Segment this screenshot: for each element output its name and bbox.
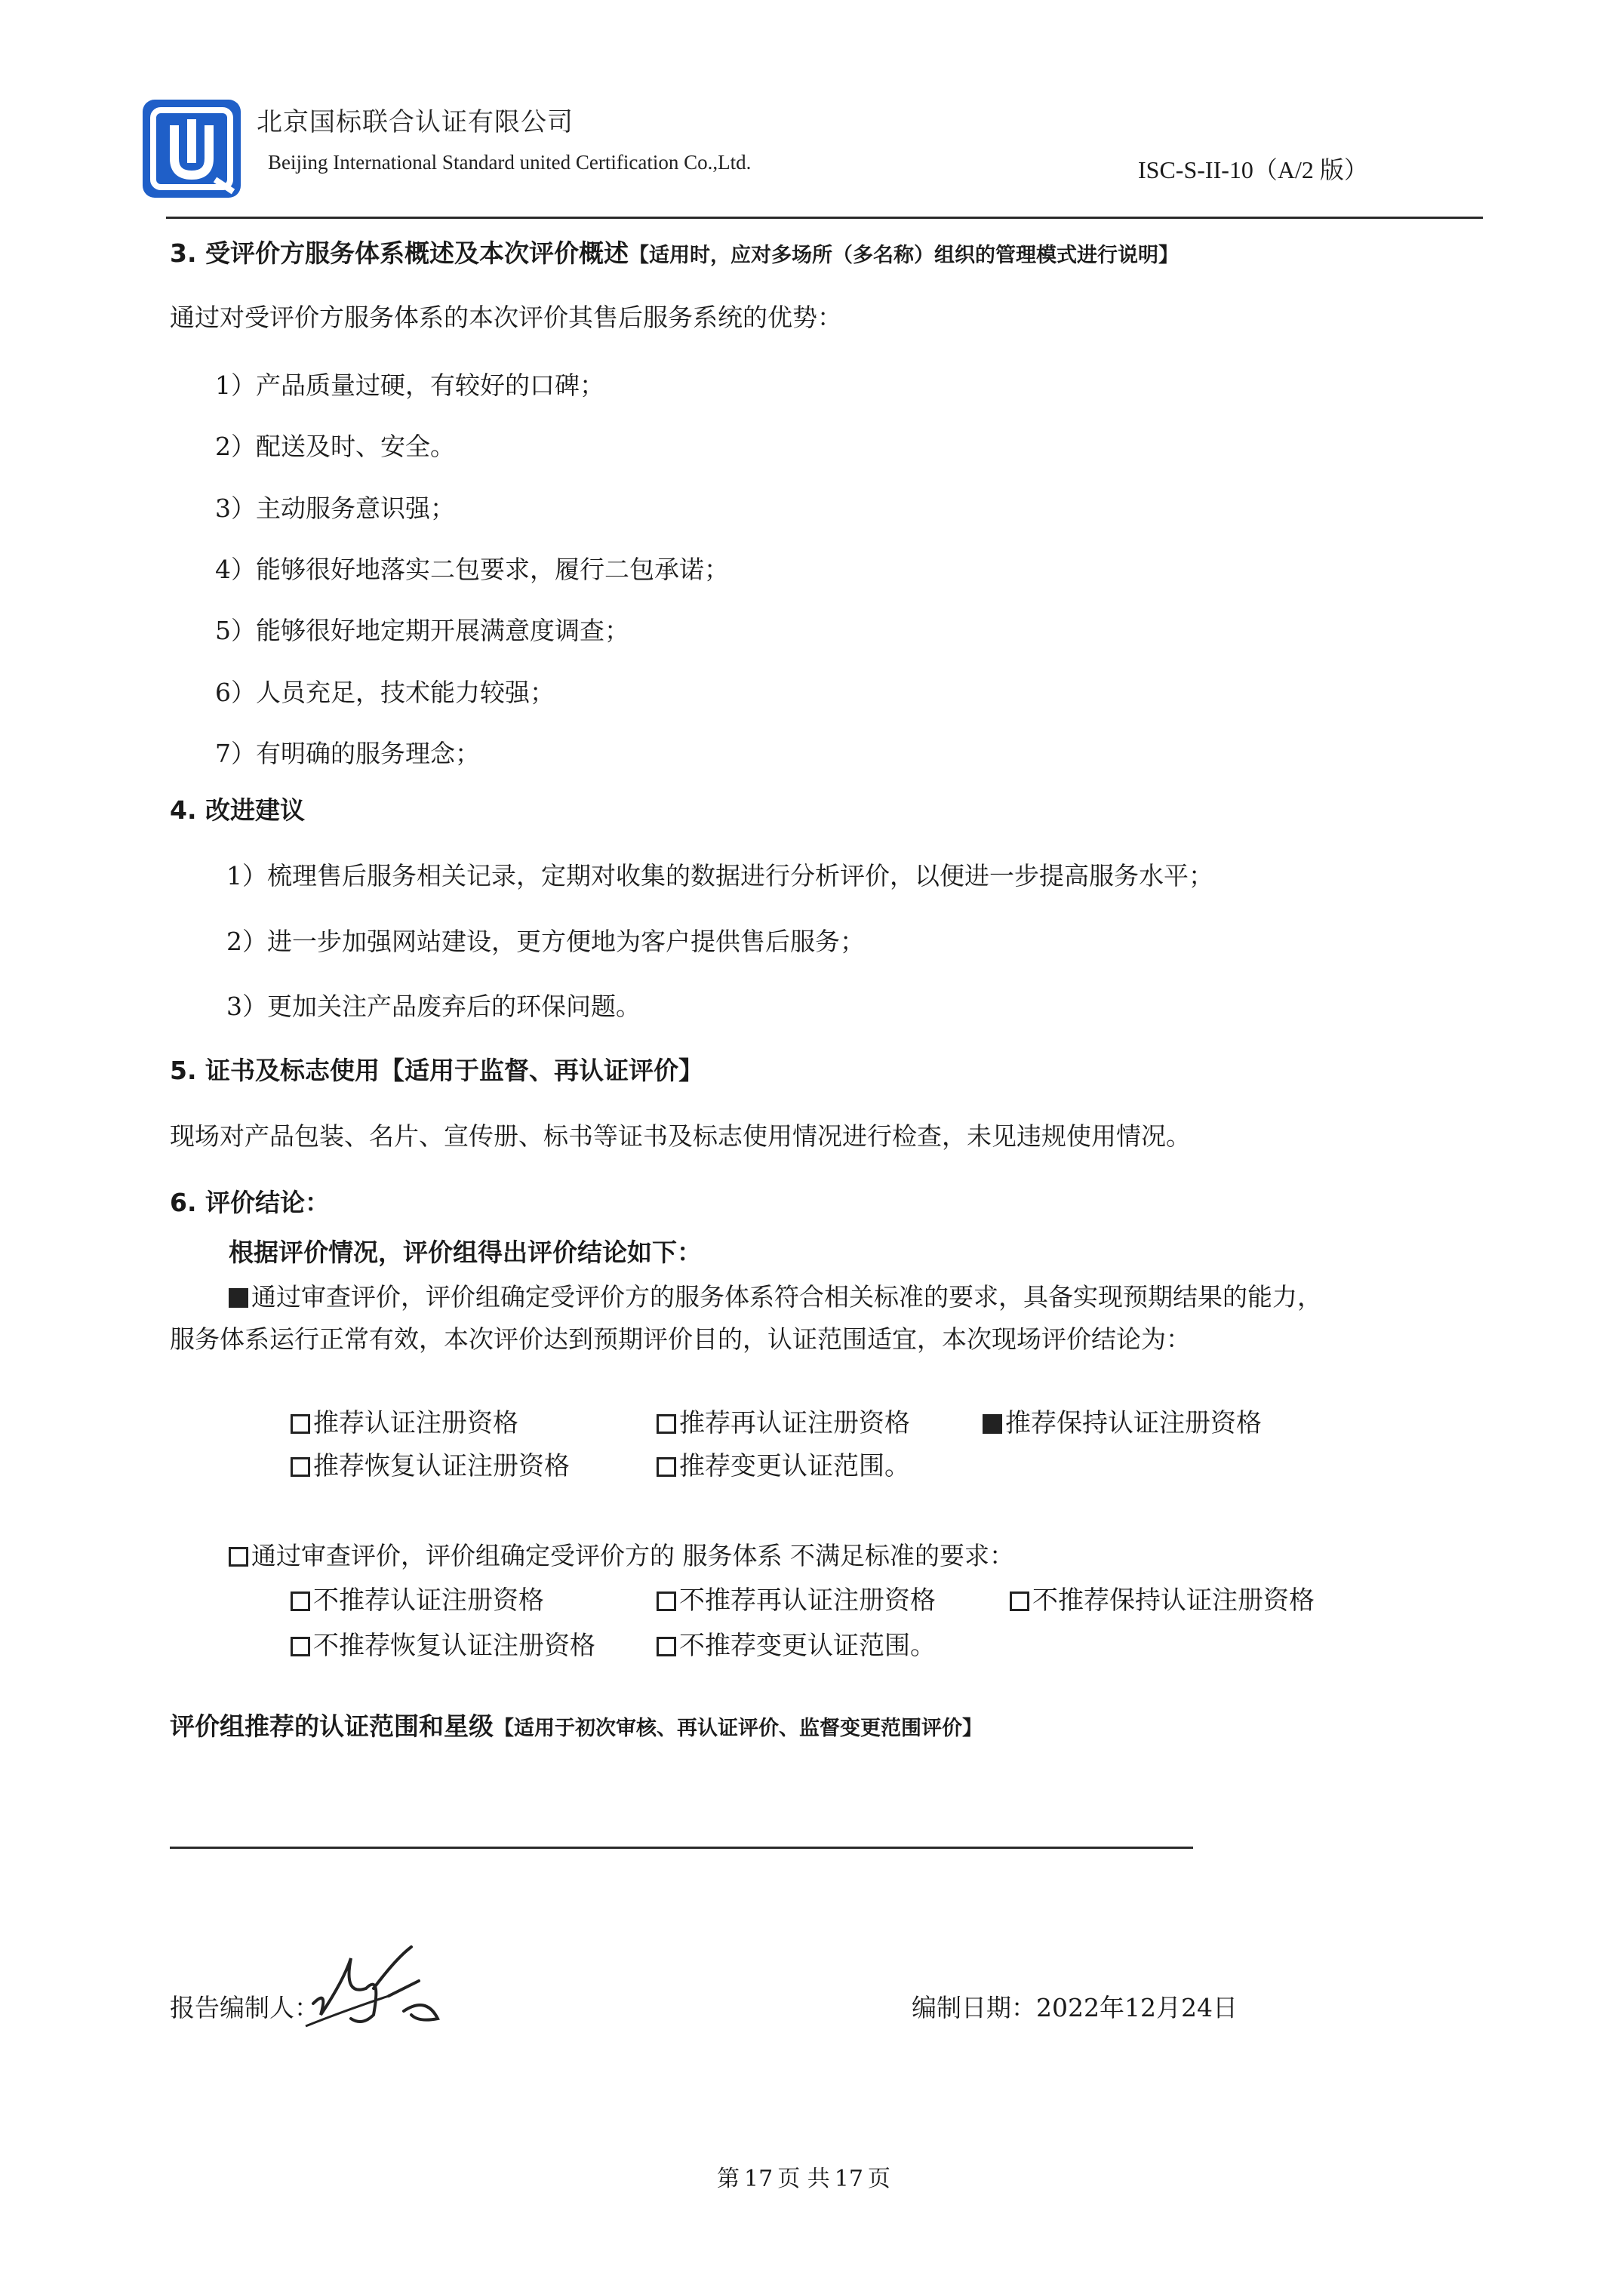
improvement-item-2: 2）进一步加强网站建设，更方便地为客户提供售后服务； — [226, 927, 865, 956]
option-not-recommend-restore[interactable] — [291, 1625, 595, 1662]
section-5-heading — [170, 1051, 703, 1087]
scope-heading — [170, 1707, 983, 1742]
page-number — [717, 2160, 895, 2193]
option-checkbox[interactable] — [291, 1592, 310, 1611]
page-total: 17 — [834, 2166, 863, 2192]
compile-date-value: 2022年12月24日 — [1036, 1993, 1238, 2022]
section-5-note: 【适用于监督、再认证评价】 — [380, 1056, 703, 1085]
section-3-heading — [170, 234, 1179, 269]
option-recommend-recertification[interactable] — [657, 1402, 910, 1439]
option-checkbox[interactable] — [657, 1592, 676, 1611]
compile-date-label: 编制日期： — [912, 1993, 1036, 2022]
section-5-body: 现场对产品包装、名片、宣传册、标书等证书及标志使用情况进行检查，未见违规使用情况。 — [170, 1121, 1191, 1151]
page-suffix: 页 — [867, 2166, 890, 2192]
option-label: 不推荐保持认证注册资格 — [1032, 1585, 1315, 1616]
option-checkbox[interactable] — [657, 1637, 676, 1656]
fail-checkbox[interactable] — [229, 1547, 248, 1567]
section-6-lead: 根据评价情况，评价组得出评价结论如下： — [229, 1238, 702, 1267]
page-mid: 页 共 — [777, 2166, 830, 2192]
option-not-recommend-scope-change[interactable] — [657, 1625, 936, 1662]
option-checkbox[interactable] — [291, 1414, 310, 1434]
option-checkbox[interactable] — [1010, 1592, 1029, 1611]
company-name-en: Beijing International Standard united Certification Co.,Ltd. — [268, 151, 752, 174]
option-label: 推荐变更认证范围。 — [679, 1451, 910, 1481]
section-3-intro: 通过对受评价方服务体系的本次评价其售后服务系统的优势： — [170, 303, 842, 332]
pass-checkbox[interactable] — [229, 1288, 248, 1308]
page-current: 17 — [744, 2166, 774, 2192]
company-logo — [140, 97, 244, 201]
option-checkbox[interactable] — [291, 1637, 310, 1656]
improvement-item-3: 3）更加关注产品废弃后的环保问题。 — [226, 992, 641, 1021]
improvement-item-1: 1）梳理售后服务相关记录，定期对收集的数据进行分析评价，以便进一步提高服务水平； — [226, 861, 1213, 890]
advantage-item-4: 4）能够很好地落实二包要求，履行二包承诺； — [215, 555, 729, 584]
option-recommend-scope-change[interactable] — [657, 1445, 910, 1482]
handwritten-signature — [298, 1943, 449, 2041]
fail-statement — [229, 1536, 1014, 1572]
option-recommend-restore[interactable] — [291, 1445, 570, 1482]
option-checkbox[interactable] — [291, 1457, 310, 1477]
option-label: 不推荐恢复认证注册资格 — [313, 1631, 595, 1661]
pass-statement-line-2: 服务体系运行正常有效，本次评价达到预期评价目的，认证范围适宜，本次现场评价结论为： — [170, 1324, 1191, 1354]
advantage-item-2: 2）配送及时、安全。 — [215, 432, 455, 461]
company-name-cn: 北京国标联合认证有限公司 — [257, 107, 574, 137]
option-label: 不推荐变更认证范围。 — [679, 1631, 936, 1661]
option-checkbox-checked[interactable] — [983, 1414, 1002, 1434]
compile-date-row — [912, 1988, 1238, 2024]
document-code: ISC-S-II-10（A/2 版） — [1138, 156, 1368, 183]
advantage-item-1: 1）产品质量过硬，有较好的口碑； — [215, 371, 604, 400]
option-label: 推荐再认证注册资格 — [679, 1408, 910, 1438]
pass-text-1: 通过审查评价，评价组确定受评价方的服务体系符合相关标准的要求，具备实现预期结果的能力， — [251, 1282, 1322, 1312]
section-5-title: 5. 证书及标志使用 — [170, 1056, 380, 1085]
header-divider — [166, 217, 1483, 219]
advantage-item-7: 7）有明确的服务理念； — [215, 739, 480, 768]
option-label: 推荐保持认证注册资格 — [1005, 1408, 1262, 1438]
pass-statement-line-1 — [229, 1278, 1322, 1313]
option-label: 不推荐认证注册资格 — [313, 1585, 544, 1616]
scope-note: 【适用于初次审核、再认证评价、监督变更范围评价】 — [494, 1717, 983, 1740]
scope-title: 评价组推荐的认证范围和星级 — [170, 1711, 494, 1741]
section-3-title: 3. 受评价方服务体系概述及本次评价概述 — [170, 238, 629, 268]
option-not-recommend-recertification[interactable] — [657, 1579, 936, 1616]
option-label: 推荐恢复认证注册资格 — [313, 1451, 570, 1481]
page-prefix: 第 — [717, 2166, 740, 2192]
advantage-item-5: 5）能够很好地定期开展满意度调查； — [215, 616, 629, 645]
report-author-label: 报告编制人： — [170, 1993, 319, 2022]
option-label: 不推荐再认证注册资格 — [679, 1585, 936, 1616]
section-4-title: 4. 改进建议 — [170, 795, 305, 825]
advantage-item-6: 6）人员充足，技术能力较强； — [215, 678, 555, 707]
option-label: 推荐认证注册资格 — [313, 1408, 518, 1438]
scope-underline — [170, 1847, 1193, 1849]
option-recommend-maintain[interactable] — [983, 1402, 1262, 1439]
section-3-note: 【适用时，应对多场所（多名称）组织的管理模式进行说明】 — [629, 244, 1179, 267]
option-checkbox[interactable] — [657, 1414, 676, 1434]
option-checkbox[interactable] — [657, 1457, 676, 1477]
option-not-recommend-registration[interactable] — [291, 1579, 544, 1616]
option-recommend-registration[interactable] — [291, 1402, 518, 1439]
fail-text: 通过审查评价，评价组确定受评价方的 服务体系 不满足标准的要求： — [251, 1541, 1014, 1570]
section-6-title: 6. 评价结论： — [170, 1188, 330, 1217]
advantage-item-3: 3）主动服务意识强； — [215, 494, 455, 523]
option-not-recommend-maintain[interactable] — [1010, 1579, 1315, 1616]
